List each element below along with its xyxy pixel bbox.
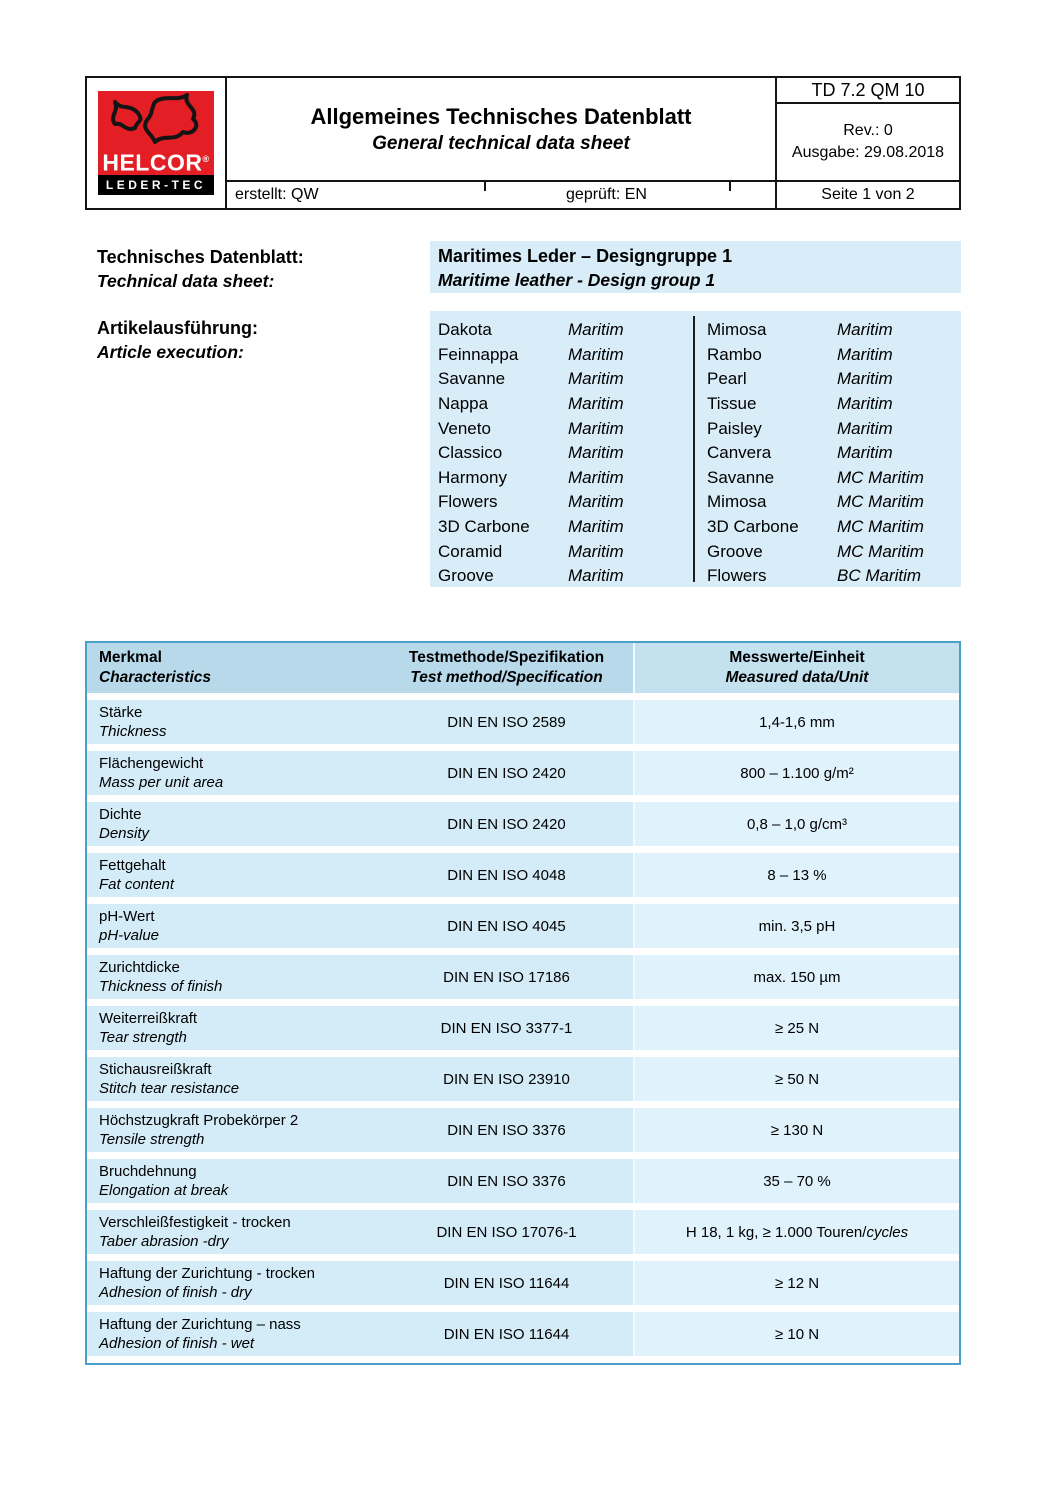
characteristic-cell	[87, 955, 380, 999]
measured-value-cell	[633, 802, 959, 846]
table-row	[87, 802, 959, 846]
article-variant: Maritim	[837, 344, 893, 364]
article-name: Dakota	[438, 320, 492, 340]
test-method-cell: DIN EN ISO 17186	[380, 955, 633, 999]
test-method-cell: DIN EN ISO 2420	[380, 802, 633, 846]
article-list-item	[707, 490, 924, 515]
article-name: Mimosa	[707, 320, 767, 340]
header-col-method	[380, 643, 633, 693]
characteristic-cell	[87, 1006, 380, 1050]
articles-list-right	[707, 318, 924, 589]
characteristic-de: Haftung der Zurichtung - trocken	[99, 1264, 315, 1282]
revision-cell	[775, 104, 959, 180]
characteristic-en: Thickness of finish	[99, 978, 223, 995]
article-name: Paisley	[707, 418, 762, 438]
article-variant: Maritim	[568, 369, 624, 389]
characteristic-en: Adhesion of finish - dry	[99, 1284, 252, 1301]
measured-value-cell	[633, 1210, 959, 1254]
article-list-item	[438, 441, 624, 466]
characteristic-de: Fettgehalt	[99, 856, 166, 874]
logo-subtitle-bar	[98, 175, 214, 195]
measured-value-text: ≥ 130 N	[770, 1121, 824, 1139]
characteristic-de: Zurichtdicke	[99, 958, 180, 976]
characteristic-cell	[87, 1210, 380, 1254]
measured-value-text: 0,8 – 1,0 g/cm³	[746, 815, 848, 833]
article-name: Pearl	[707, 369, 747, 389]
article-variant: Maritim	[568, 517, 624, 537]
article-name: 3D Carbone	[438, 517, 530, 537]
characteristic-en: Mass per unit area	[99, 774, 224, 791]
test-method-cell: DIN EN ISO 2589	[380, 700, 633, 744]
page-number-cell: Seite 1 von 2	[775, 180, 959, 208]
doc-number-cell: TD 7.2 QM 10	[775, 78, 959, 104]
table-row	[87, 1108, 959, 1152]
characteristic-cell	[87, 1057, 380, 1101]
characteristic-cell	[87, 751, 380, 795]
leather-hide-icon	[103, 92, 209, 148]
registered-mark: ®	[202, 154, 210, 165]
document-title-de: Allgemeines Technisches Datenblatt	[310, 103, 692, 129]
article-list-item	[707, 318, 924, 343]
characteristic-de: Dichte	[99, 805, 142, 823]
articles-label-en: Article execution:	[97, 342, 244, 362]
characteristic-en: Tensile strength	[99, 1131, 205, 1148]
table-row	[87, 1312, 959, 1356]
measured-value-cell	[633, 1006, 959, 1050]
article-variant: Maritim	[568, 467, 624, 487]
header-col3-en: Measured data/Unit	[725, 669, 869, 686]
article-variant: MC Maritim	[837, 467, 924, 487]
article-list-item	[438, 564, 624, 589]
test-method-cell: DIN EN ISO 17076-1	[380, 1210, 633, 1254]
article-name: 3D Carbone	[707, 517, 799, 537]
characteristic-en: Stitch tear resistance	[99, 1080, 240, 1097]
spec-table-body	[87, 700, 959, 1356]
characteristic-en: Elongation at break	[99, 1182, 229, 1199]
article-list-item	[707, 367, 924, 392]
article-variant: MC Maritim	[837, 492, 924, 512]
table-row	[87, 1210, 959, 1254]
checked-by-text: geprüft: EN	[566, 186, 647, 203]
article-name: Nappa	[438, 394, 489, 414]
article-list-item	[707, 343, 924, 368]
characteristic-cell	[87, 904, 380, 948]
measured-value-text: 800 – 1.100 g/m²	[740, 764, 854, 782]
document-title-cell	[227, 78, 775, 180]
test-method-cell: DIN EN ISO 4048	[380, 853, 633, 897]
header-col3-de: Messwerte/Einheit	[729, 649, 865, 666]
article-list-item	[438, 466, 624, 491]
articles-column-divider	[693, 316, 695, 582]
measured-value-text: max. 150 µm	[753, 968, 841, 986]
article-variant: Maritim	[837, 443, 893, 463]
sheet-value-de: Maritimes Leder – Designgruppe 1	[438, 246, 733, 266]
article-name: Savanne	[707, 467, 775, 487]
table-row	[87, 700, 959, 744]
logo-cell	[87, 78, 227, 208]
cell-divider-tick	[729, 182, 731, 191]
characteristic-en: Fat content	[99, 876, 175, 893]
article-variant: BC Maritim	[837, 566, 922, 586]
characteristic-en: Adhesion of finish - wet	[99, 1335, 255, 1352]
test-method-cell: DIN EN ISO 11644	[380, 1312, 633, 1356]
characteristic-de: Stichausreißkraft	[99, 1060, 212, 1078]
header-col2-en: Test method/Specification	[410, 669, 603, 686]
article-list-item	[438, 515, 624, 540]
article-variant: Maritim	[568, 320, 624, 340]
measured-value-text: 8 – 13 %	[767, 866, 827, 884]
article-variant: MC Maritim	[837, 541, 924, 561]
table-row	[87, 1057, 959, 1101]
spec-table	[85, 641, 961, 1365]
issue-date-text: Ausgabe: 29.08.2018	[791, 144, 945, 161]
article-list-item	[438, 539, 624, 564]
characteristic-cell	[87, 700, 380, 744]
articles-label-de: Artikelausführung:	[97, 318, 259, 338]
table-row	[87, 904, 959, 948]
characteristic-de: Verschleißfestigkeit - trocken	[99, 1213, 291, 1231]
articles-panel	[430, 311, 961, 587]
document-header-table	[85, 76, 961, 210]
created-by-text: erstellt: QW	[235, 186, 319, 203]
measured-value-text: ≥ 12 N	[774, 1274, 820, 1292]
article-list-item	[707, 539, 924, 564]
article-list-item	[707, 515, 924, 540]
article-name: Feinnappa	[438, 344, 519, 364]
article-name: Groove	[707, 541, 763, 561]
characteristic-cell	[87, 1159, 380, 1203]
article-list-item	[707, 564, 924, 589]
measured-value-cell	[633, 955, 959, 999]
table-row	[87, 1261, 959, 1305]
measured-value-text: H 18, 1 kg, ≥ 1.000 Touren/	[685, 1223, 867, 1241]
header-col1-en: Characteristics	[99, 669, 212, 686]
characteristic-de: Weiterreißkraft	[99, 1009, 198, 1027]
measured-value-cell	[633, 1312, 959, 1356]
article-name: Coramid	[438, 541, 503, 561]
document-title-en: General technical data sheet	[372, 132, 630, 154]
characteristic-cell	[87, 853, 380, 897]
measured-value-text: ≥ 50 N	[774, 1070, 820, 1088]
article-list-item	[438, 490, 624, 515]
characteristic-de: Bruchdehnung	[99, 1162, 197, 1180]
article-name: Flowers	[438, 492, 498, 512]
measured-value-italic-text: cycles	[866, 1223, 909, 1241]
characteristic-de: Flächengewicht	[99, 754, 204, 772]
characteristic-de: Haftung der Zurichtung – nass	[99, 1315, 301, 1333]
article-variant: Maritim	[568, 394, 624, 414]
sheet-value-en: Maritime leather - Design group 1	[438, 270, 716, 290]
article-name: Rambo	[707, 344, 762, 364]
table-row	[87, 853, 959, 897]
logo-brand-text	[98, 146, 214, 176]
characteristic-cell	[87, 1261, 380, 1305]
article-variant: Maritim	[568, 344, 624, 364]
article-variant: Maritim	[568, 566, 624, 586]
characteristic-en: Tear strength	[99, 1029, 187, 1046]
characteristic-cell	[87, 802, 380, 846]
measured-value-text: 35 – 70 %	[763, 1172, 831, 1190]
table-row	[87, 751, 959, 795]
article-variant: Maritim	[568, 541, 624, 561]
measured-value-cell	[633, 1108, 959, 1152]
characteristic-cell	[87, 1108, 380, 1152]
test-method-cell: DIN EN ISO 3376	[380, 1108, 633, 1152]
article-list-item	[707, 466, 924, 491]
measured-value-cell	[633, 853, 959, 897]
spec-table-header	[87, 643, 959, 693]
logo-subtitle-text: LEDER-TEC	[105, 178, 207, 192]
measured-value-cell	[633, 700, 959, 744]
measured-value-text: ≥ 10 N	[774, 1325, 820, 1343]
article-variant: Maritim	[568, 443, 624, 463]
helcor-logo	[98, 91, 214, 195]
article-list-item	[438, 318, 624, 343]
logo-red-box	[98, 91, 214, 175]
sheet-label	[97, 245, 304, 293]
header-col1-de: Merkmal	[99, 649, 162, 666]
sheet-label-de: Technisches Datenblatt:	[97, 247, 304, 267]
article-name: Tissue	[707, 394, 757, 414]
measured-value-cell	[633, 1159, 959, 1203]
article-variant: Maritim	[837, 320, 893, 340]
article-name: Classico	[438, 443, 503, 463]
characteristic-en: Thickness	[99, 723, 167, 740]
header-col-characteristics	[87, 643, 380, 693]
article-name: Savanne	[438, 369, 506, 389]
article-list-item	[438, 392, 624, 417]
article-list-item	[707, 416, 924, 441]
characteristic-de: pH-Wert	[99, 907, 155, 925]
test-method-cell: DIN EN ISO 11644	[380, 1261, 633, 1305]
article-name: Veneto	[438, 418, 491, 438]
logo-brand-word: HELCOR	[102, 150, 203, 176]
measured-value-text: ≥ 25 N	[774, 1019, 820, 1037]
article-list-item	[438, 416, 624, 441]
article-list-item	[438, 343, 624, 368]
article-variant: Maritim	[837, 418, 893, 438]
measured-value-text: min. 3,5 pH	[758, 917, 836, 935]
articles-label	[97, 316, 258, 364]
article-name: Harmony	[438, 467, 507, 487]
characteristic-cell	[87, 1312, 380, 1356]
meta-row	[227, 180, 775, 208]
characteristic-en: Density	[99, 825, 150, 842]
test-method-cell: DIN EN ISO 3376	[380, 1159, 633, 1203]
measured-value-cell	[633, 1261, 959, 1305]
measured-value-cell	[633, 751, 959, 795]
sheet-label-en: Technical data sheet:	[97, 271, 275, 291]
characteristic-en: pH-value	[99, 927, 160, 944]
characteristic-en: Taber abrasion -dry	[99, 1233, 229, 1250]
article-list-item	[707, 392, 924, 417]
article-name: Groove	[438, 566, 494, 586]
revision-text: Rev.: 0	[843, 122, 893, 139]
test-method-cell: DIN EN ISO 23910	[380, 1057, 633, 1101]
characteristic-de: Stärke	[99, 703, 143, 721]
header-col-values	[633, 643, 959, 693]
test-method-cell: DIN EN ISO 3377-1	[380, 1006, 633, 1050]
characteristic-de: Höchstzugkraft Probekörper 2	[99, 1111, 299, 1129]
article-name: Flowers	[707, 566, 767, 586]
test-method-cell: DIN EN ISO 2420	[380, 751, 633, 795]
article-variant: MC Maritim	[837, 517, 924, 537]
article-variant: Maritim	[568, 492, 624, 512]
article-name: Canvera	[707, 443, 772, 463]
table-row	[87, 1006, 959, 1050]
article-list-item	[707, 441, 924, 466]
measured-value-text: 1,4-1,6 mm	[759, 713, 835, 731]
table-row	[87, 955, 959, 999]
measured-value-cell	[633, 904, 959, 948]
article-variant: Maritim	[568, 418, 624, 438]
sheet-value-panel	[430, 241, 961, 293]
article-variant: Maritim	[837, 369, 893, 389]
header-col2-de: Testmethode/Spezifikation	[408, 649, 605, 666]
test-method-cell: DIN EN ISO 4045	[380, 904, 633, 948]
article-list-item	[438, 367, 624, 392]
article-name: Mimosa	[707, 492, 767, 512]
measured-value-cell	[633, 1057, 959, 1101]
articles-list-left	[438, 318, 624, 589]
article-variant: Maritim	[837, 394, 893, 414]
table-row	[87, 1159, 959, 1203]
